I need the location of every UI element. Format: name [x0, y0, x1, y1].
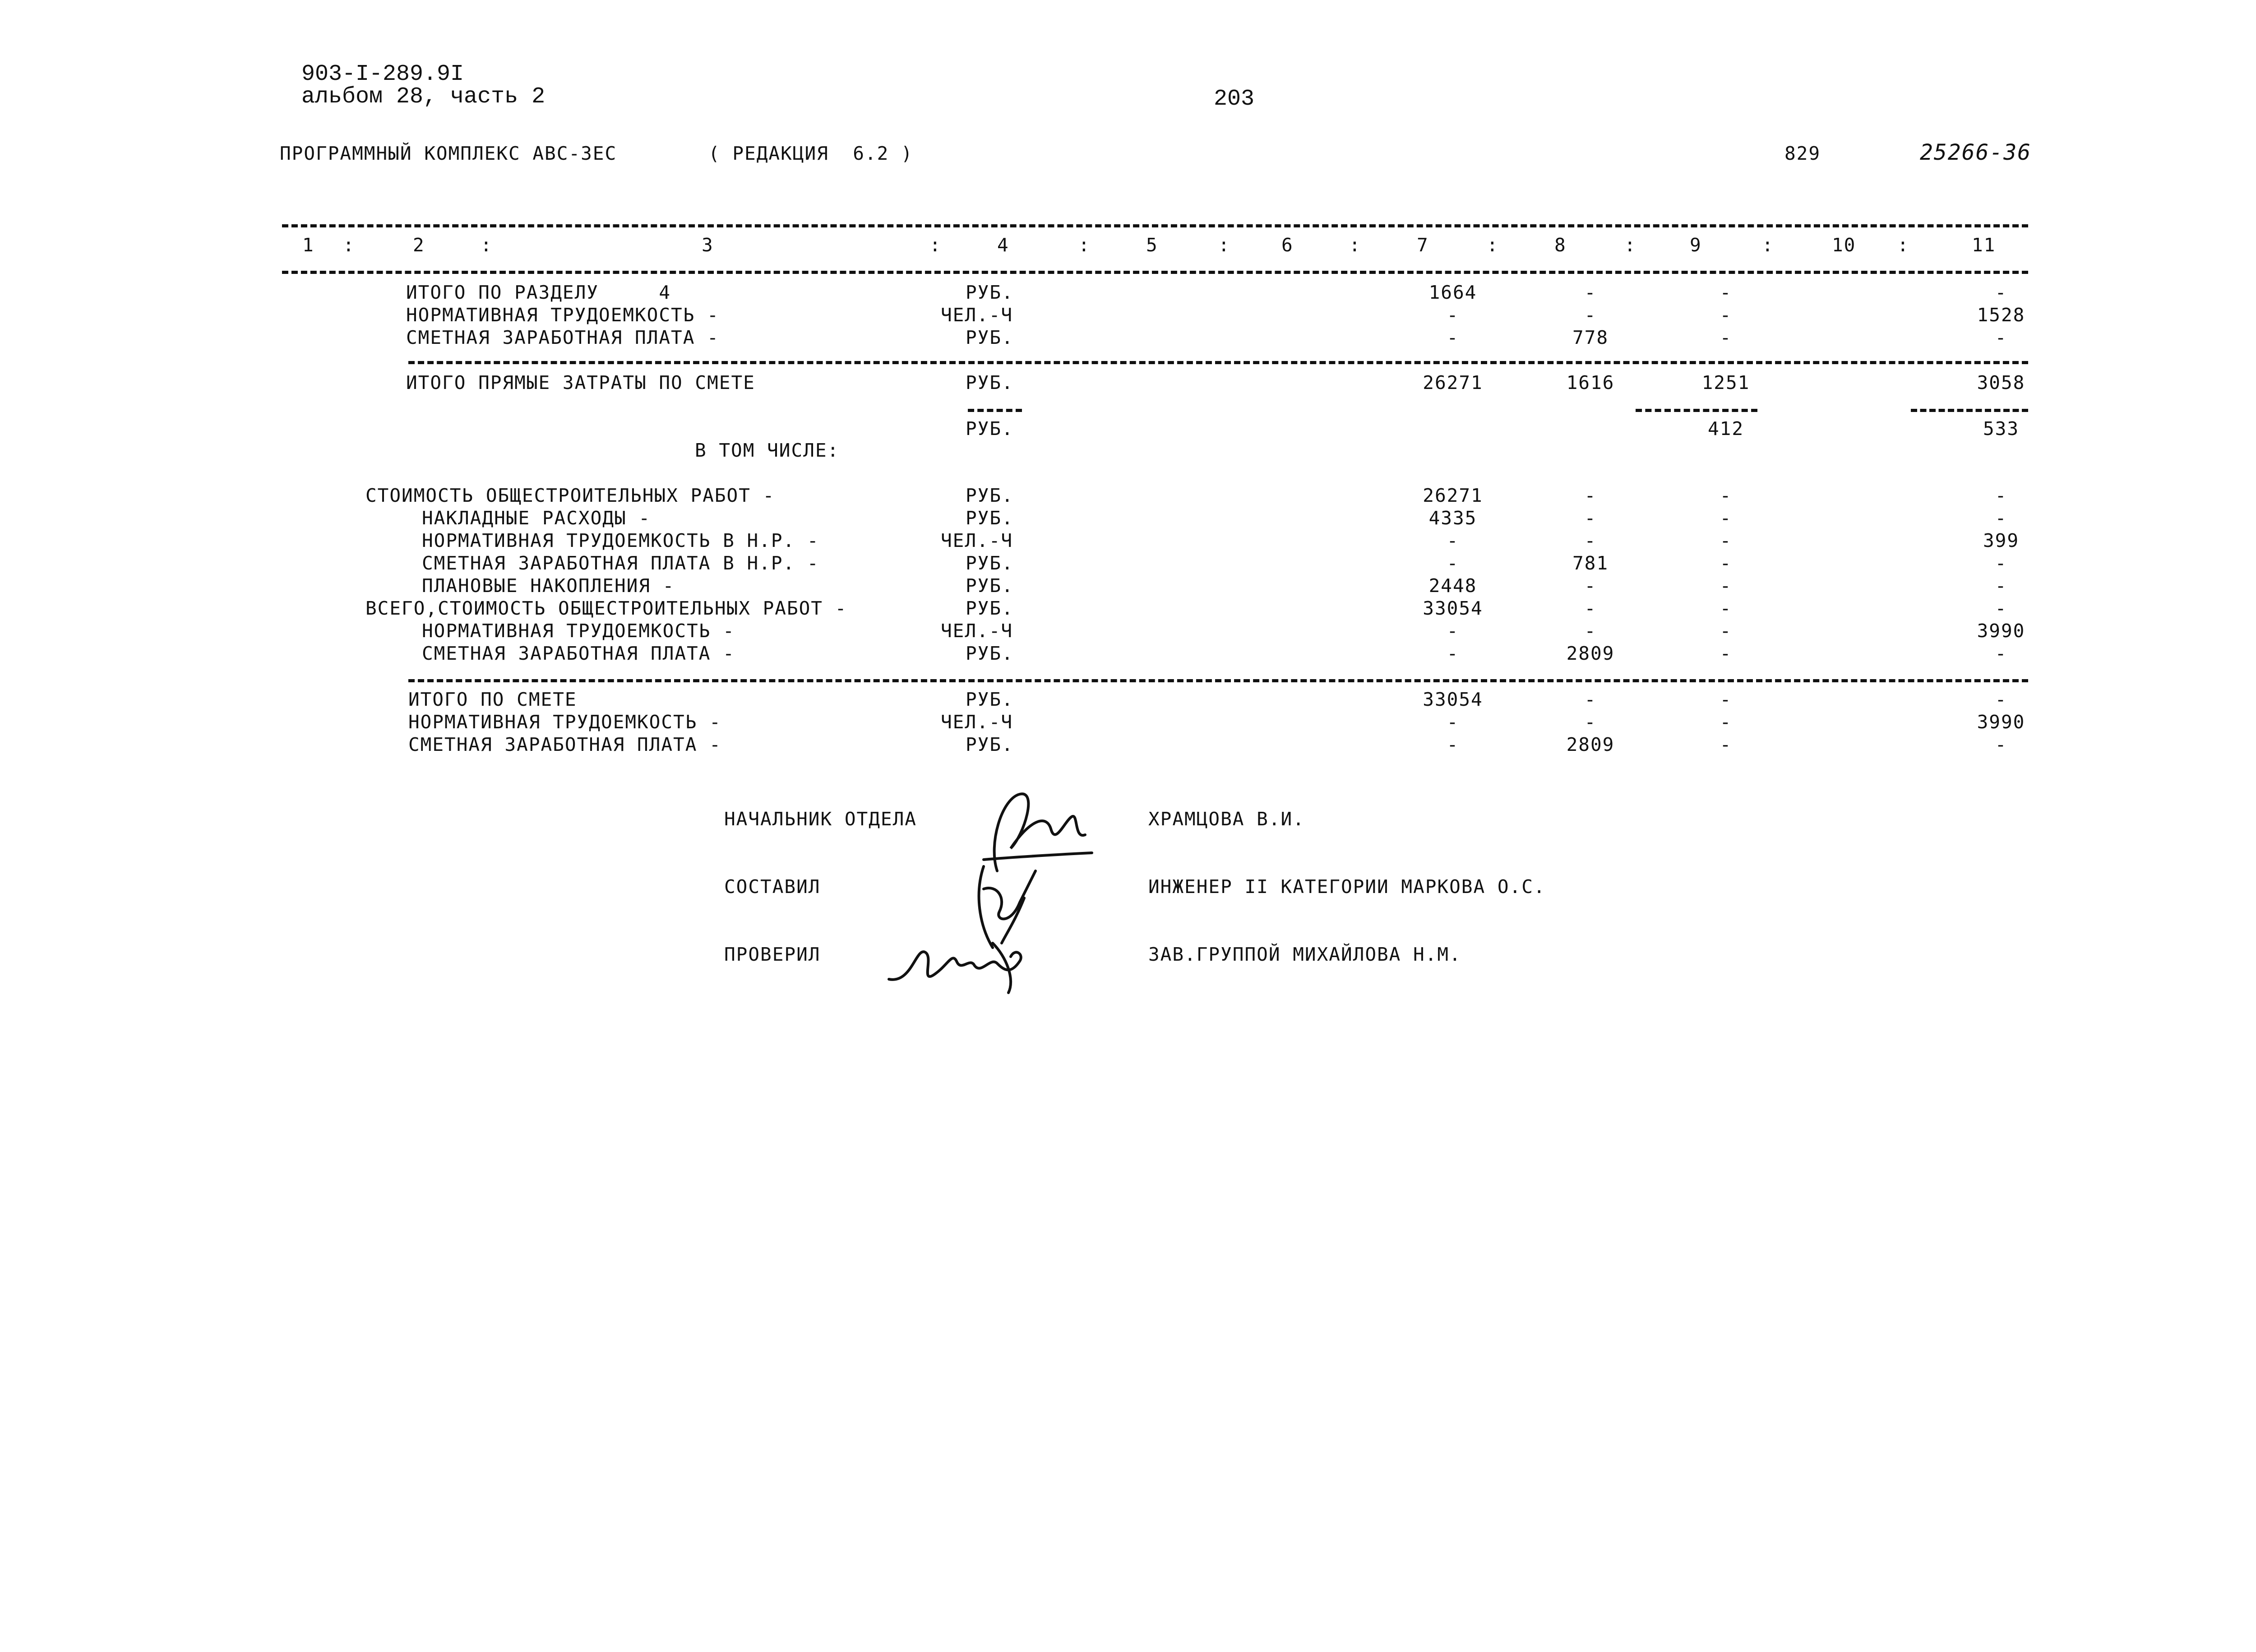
section-rule-2 [408, 679, 2028, 682]
row-value-c11: 3058 [1977, 372, 2025, 393]
row-value-c8: - [1584, 711, 1597, 733]
row-value-c9: - [1720, 507, 1732, 529]
row-unit: ЧЕЛ.-Ч [941, 304, 1013, 326]
row-label: ИТОГО ПРЯМЫЕ ЗАТРАТЫ ПО СМЕТЕ [406, 372, 755, 393]
row-value-c7: 33054 [1423, 689, 1483, 710]
row-value-c9: - [1720, 575, 1732, 597]
row-value-c7: 26271 [1423, 372, 1483, 393]
row-value-c8: 1616 [1566, 372, 1615, 393]
row-value-c8: - [1584, 485, 1597, 506]
row-value-c9: - [1720, 530, 1732, 551]
row-value-c7: 1664 [1428, 282, 1477, 303]
row-unit: РУБ. [966, 282, 1014, 303]
row-value-c7: - [1447, 620, 1459, 642]
column-header-cell: : [1897, 234, 1909, 256]
row-value-c11: 3990 [1977, 620, 2025, 642]
row-value-c7: - [1447, 552, 1459, 574]
row-value-c7: - [1447, 711, 1459, 733]
column-header-cell: 6 [1281, 234, 1294, 256]
album-part: альбом 28, часть 2 [301, 84, 546, 110]
row-value-c11: - [1995, 734, 2007, 755]
program-title: ПРОГРАММНЫЙ КОМПЛЕКС АВС-3ЕС [280, 143, 617, 164]
row-value-c11: 3990 [1977, 711, 2025, 733]
row-unit: РУБ. [966, 485, 1014, 506]
row-label: ВСЕГО,СТОИМОСТЬ ОБЩЕСТРОИТЕЛЬНЫХ РАБОТ - [365, 597, 847, 619]
row-value-c11: - [1995, 575, 2007, 597]
row-value-c8: - [1584, 282, 1597, 303]
row-value-c11: - [1995, 282, 2007, 303]
column-header-cell: 1 [302, 234, 314, 256]
row-unit: ЧЕЛ.-Ч [941, 711, 1013, 733]
row-unit: РУБ. [966, 643, 1014, 664]
column-header-cell: : [343, 234, 355, 256]
row-value-c8: - [1584, 689, 1597, 710]
row-value-c7: - [1447, 327, 1459, 348]
row-value-c8: 781 [1572, 552, 1609, 574]
column-header-cell: 4 [997, 234, 1009, 256]
row-value-c8: 2809 [1566, 643, 1615, 664]
row-value-c8: - [1584, 620, 1597, 642]
row-value-c7: - [1447, 304, 1459, 326]
column-header-cell: : [1624, 234, 1637, 256]
row-value-c8: 778 [1572, 327, 1609, 348]
column-header-cell: 9 [1690, 234, 1702, 256]
row-value-c9: 1251 [1701, 372, 1750, 393]
program-edition: ( РЕДАКЦИЯ 6.2 ) [708, 143, 913, 164]
section-rule-1 [408, 361, 2028, 364]
row-label: ИТОГО ПО РАЗДЕЛУ 4 [406, 282, 671, 303]
row-label: СМЕТНАЯ ЗАРАБОТНАЯ ПЛАТА - [406, 327, 719, 348]
row-value-c9: - [1720, 552, 1732, 574]
table-rule-header [282, 271, 2028, 274]
row-value-c9: - [1720, 689, 1732, 710]
underline-unit [968, 409, 1022, 412]
row-value-c11: - [1995, 643, 2007, 664]
row-value-c8: 2809 [1566, 734, 1615, 755]
row-label: В ТОМ ЧИСЛЕ: [695, 440, 840, 461]
row-value-c7: - [1447, 530, 1459, 551]
row-value-c7: 4335 [1428, 507, 1477, 529]
row-value-c7: - [1447, 734, 1459, 755]
row-unit: ЧЕЛ.-Ч [941, 620, 1013, 642]
row-label: ИТОГО ПО СМЕТЕ [408, 689, 577, 710]
page-number: 203 [1214, 86, 1255, 112]
name-compiled-by: ИНЖЕНЕР II КАТЕГОРИИ МАРКОВА О.С. [1148, 876, 1546, 898]
row-value-c8: - [1584, 597, 1597, 619]
name-department-head: ХРАМЦОВА В.И. [1148, 808, 1305, 830]
row-label: СМЕТНАЯ ЗАРАБОТНАЯ ПЛАТА - [408, 734, 721, 755]
row-label: НОРМАТИВНАЯ ТРУДОЕМКОСТЬ - [408, 711, 721, 733]
name-checked-by: ЗАВ.ГРУППОЙ МИХАЙЛОВА Н.М. [1148, 944, 1461, 965]
row-value-c9: - [1720, 711, 1732, 733]
row-value-c9: - [1720, 620, 1732, 642]
role-checked-by: ПРОВЕРИЛ [724, 944, 821, 965]
column-header-cell: 2 [413, 234, 425, 256]
row-unit: РУБ. [966, 418, 1014, 440]
role-compiled-by: СОСТАВИЛ [724, 876, 821, 898]
row-label: СМЕТНАЯ ЗАРАБОТНАЯ ПЛАТА - [422, 643, 735, 664]
row-value-c9: - [1720, 304, 1732, 326]
row-unit: РУБ. [966, 327, 1014, 348]
row-unit: РУБ. [966, 734, 1014, 755]
role-department-head: НАЧАЛЬНИК ОТДЕЛА [724, 808, 917, 830]
underline-col9 [1636, 409, 1757, 412]
row-value-c11: - [1995, 507, 2007, 529]
row-value-c8: - [1584, 575, 1597, 597]
row-value-c7: 2448 [1428, 575, 1477, 597]
row-value-c11: - [1995, 552, 2007, 574]
row-unit: РУБ. [966, 575, 1014, 597]
column-header-cell: : [1078, 234, 1091, 256]
row-value-c8: - [1584, 530, 1597, 551]
row-value-c9: 412 [1707, 418, 1744, 440]
row-value-c9: - [1720, 327, 1732, 348]
row-value-c7: 33054 [1423, 597, 1483, 619]
row-value-c11: 399 [1983, 530, 2020, 551]
column-header-cell: 5 [1146, 234, 1158, 256]
row-unit: ЧЕЛ.-Ч [941, 530, 1013, 551]
row-label: СМЕТНАЯ ЗАРАБОТНАЯ ПЛАТА В Н.Р. - [422, 552, 819, 574]
document-code: 903-I-289.9I [301, 61, 464, 87]
program-code-left: 829 [1784, 143, 1821, 164]
row-value-c8: - [1584, 507, 1597, 529]
column-header-cell: : [481, 234, 493, 256]
column-header-cell: 11 [1972, 234, 1996, 256]
row-value-c9: - [1720, 485, 1732, 506]
row-value-c11: - [1995, 327, 2007, 348]
column-header-cell: : [929, 234, 942, 256]
row-value-c9: - [1720, 643, 1732, 664]
row-unit: РУБ. [966, 689, 1014, 710]
row-label: НОРМАТИВНАЯ ТРУДОЕМКОСТЬ - [406, 304, 719, 326]
signature-checked-by [884, 930, 1033, 997]
row-unit: РУБ. [966, 372, 1014, 393]
column-header-cell: : [1762, 234, 1774, 256]
column-header-cell: 7 [1417, 234, 1429, 256]
row-unit: РУБ. [966, 507, 1014, 529]
row-label: СТОИМОСТЬ ОБЩЕСТРОИТЕЛЬНЫХ РАБОТ - [365, 485, 775, 506]
row-label: НАКЛАДНЫЕ РАСХОДЫ - [422, 507, 651, 529]
row-value-c9: - [1720, 734, 1732, 755]
column-header-cell: : [1349, 234, 1361, 256]
row-label: ПЛАНОВЫЕ НАКОПЛЕНИЯ - [422, 575, 675, 597]
row-value-c7: - [1447, 643, 1459, 664]
column-header-cell: : [1218, 234, 1230, 256]
column-header-cell: 10 [1832, 234, 1856, 256]
column-header-cell: 8 [1554, 234, 1567, 256]
row-label: НОРМАТИВНАЯ ТРУДОЕМКОСТЬ В Н.Р. - [422, 530, 819, 551]
row-value-c8: - [1584, 304, 1597, 326]
row-value-c11: - [1995, 689, 2007, 710]
table-rule-top [282, 224, 2028, 227]
row-value-c7: 26271 [1423, 485, 1483, 506]
row-label: НОРМАТИВНАЯ ТРУДОЕМКОСТЬ - [422, 620, 735, 642]
column-header-cell: 3 [702, 234, 714, 256]
row-value-c11: - [1995, 485, 2007, 506]
column-header-cell: : [1487, 234, 1499, 256]
row-value-c9: - [1720, 282, 1732, 303]
row-value-c9: - [1720, 597, 1732, 619]
program-code-right: 25266-36 [1920, 140, 2032, 165]
row-value-c11: 1528 [1977, 304, 2025, 326]
underline-col11 [1911, 409, 2028, 412]
row-value-c11: 533 [1983, 418, 2020, 440]
row-unit: РУБ. [966, 597, 1014, 619]
row-value-c11: - [1995, 597, 2007, 619]
row-unit: РУБ. [966, 552, 1014, 574]
